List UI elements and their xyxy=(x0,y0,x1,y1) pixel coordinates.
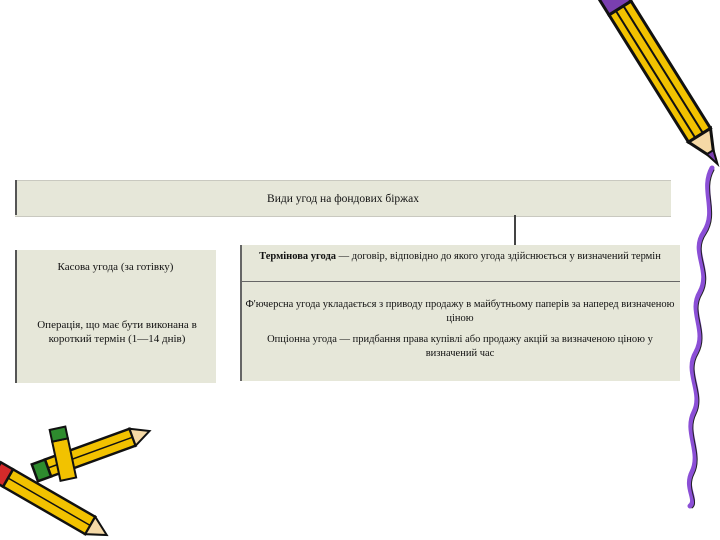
diagram-title: Види угод на фондових біржах xyxy=(267,192,419,205)
futures-deal-text: Ф'ючерсна угода укладається з приводу продажу в майбутньому паперів за наперед визначеною ціною xyxy=(245,299,675,324)
cash-deal-description: Операція, що має бути виконана в короткий термін (1—14 днів) xyxy=(37,319,197,345)
option-deal-text: Опціонна угода — придбання права купівлі або продажу акцій за визначеною ціною у визначений час xyxy=(267,334,653,359)
cash-deal-title: Касова угода (за готівку) xyxy=(57,261,174,273)
term-deal-title-rest: — договір, відповідно до якого угода здійснюється у визначений термін xyxy=(336,251,661,262)
term-deal-title-bold: Термінова угода xyxy=(259,251,337,262)
